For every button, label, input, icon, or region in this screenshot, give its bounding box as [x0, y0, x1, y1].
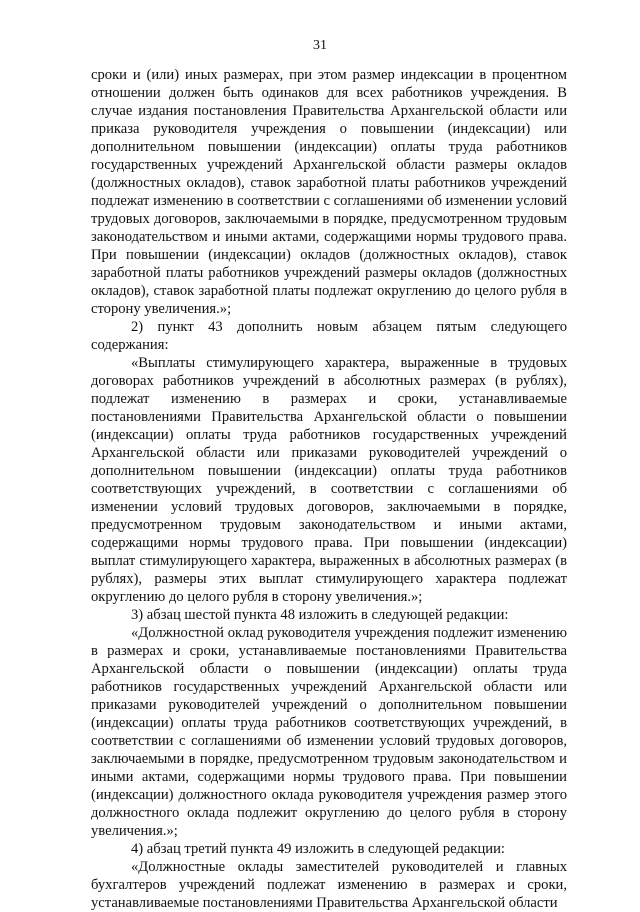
- document-body: [91, 66, 567, 912]
- paragraph: «Выплаты стимулирующего характера, выраженные в трудовых договорах работников учреждений в абсолютных размерах (в рублях), подлежат изменению в размерах и сроки, устанавливаемые постановлениями Правительства Архангельской области о повышении (индексации) оплаты труда работников государственных учреждений Архангельской области или приказами руководителей учреждений о дополнительном повышении (индексации) оплаты труда работников соответствующих учреждений, в соответствии с соглашениями об изменении условий трудовых договоров, заключаемыми в порядке, предусмотренном трудовым законодательством и иными актами, содержащими нормы трудового права. При повышении (индексации) выплат стимулирующего характера, выраженных в абсолютных размерах (в рублях), размеры этих выплат стимулирующего характера подлежат округлению до целого рубля в сторону увеличения.»;: [91, 355, 567, 605]
- page-number: 31: [313, 38, 327, 53]
- paragraph: «Должностные оклады заместителей руководителей и главных бухгалтеров учреждений подлежат изменению в размерах и сроки, устанавливаемые постановлениями Правительства Архангельской области: [91, 859, 567, 911]
- paragraph: сроки и (или) иных размерах, при этом размер индексации в процентном отношении должен быть одинаков для всех работников учреждения. В случае издания постановления Правительства Архангельской области или приказа руководителя учреждения о повышении (индексации) или дополнительном повышении (индексации) оплаты труда работников государственных учреждений Архангельской области размеры окладов (должностных окладов), ставок заработной платы работников учреждений подлежат изменению в соответствии с соглашениями об изменении условий трудовых договоров, заключаемыми в порядке, предусмотренном трудовым законодательством и иными актами, содержащими нормы трудового права. При повышении (индексации) окладов (должностных окладов), ставок заработной платы работников учреждений размеры окладов (должностных окладов), ставок заработной платы подлежат округлению до целого рубля в сторону увеличения.»;: [91, 67, 567, 317]
- paragraph: «Должностной оклад руководителя учреждения подлежит изменению в размерах и сроки, устанавливаемые постановлениями Правительства Архангельской области о повышении (индексации) оплаты труда работников государственных учреждений Архангельской области или приказами руководителей учреждений о дополнительном повышении (индексации) оплаты труда работников соответствующих учреждений, в соответствии с соглашениями об изменении условий трудовых договоров, заключаемыми в порядке, предусмотренном трудовым законодательством и иными актами, содержащими нормы трудового права. При повышении (индексации) должностного оклада руководителя учреждения размер этого должностного оклада подлежит округлению до целого рубля в сторону увеличения.»;: [91, 625, 567, 839]
- paragraph: 3) абзац шестой пункта 48 изложить в следующей редакции:: [131, 607, 509, 623]
- paragraph: 4) абзац третий пункта 49 изложить в следующей редакции:: [131, 841, 505, 857]
- paragraph: 2) пункт 43 дополнить новым абзацем пятым следующего содержания:: [91, 319, 567, 353]
